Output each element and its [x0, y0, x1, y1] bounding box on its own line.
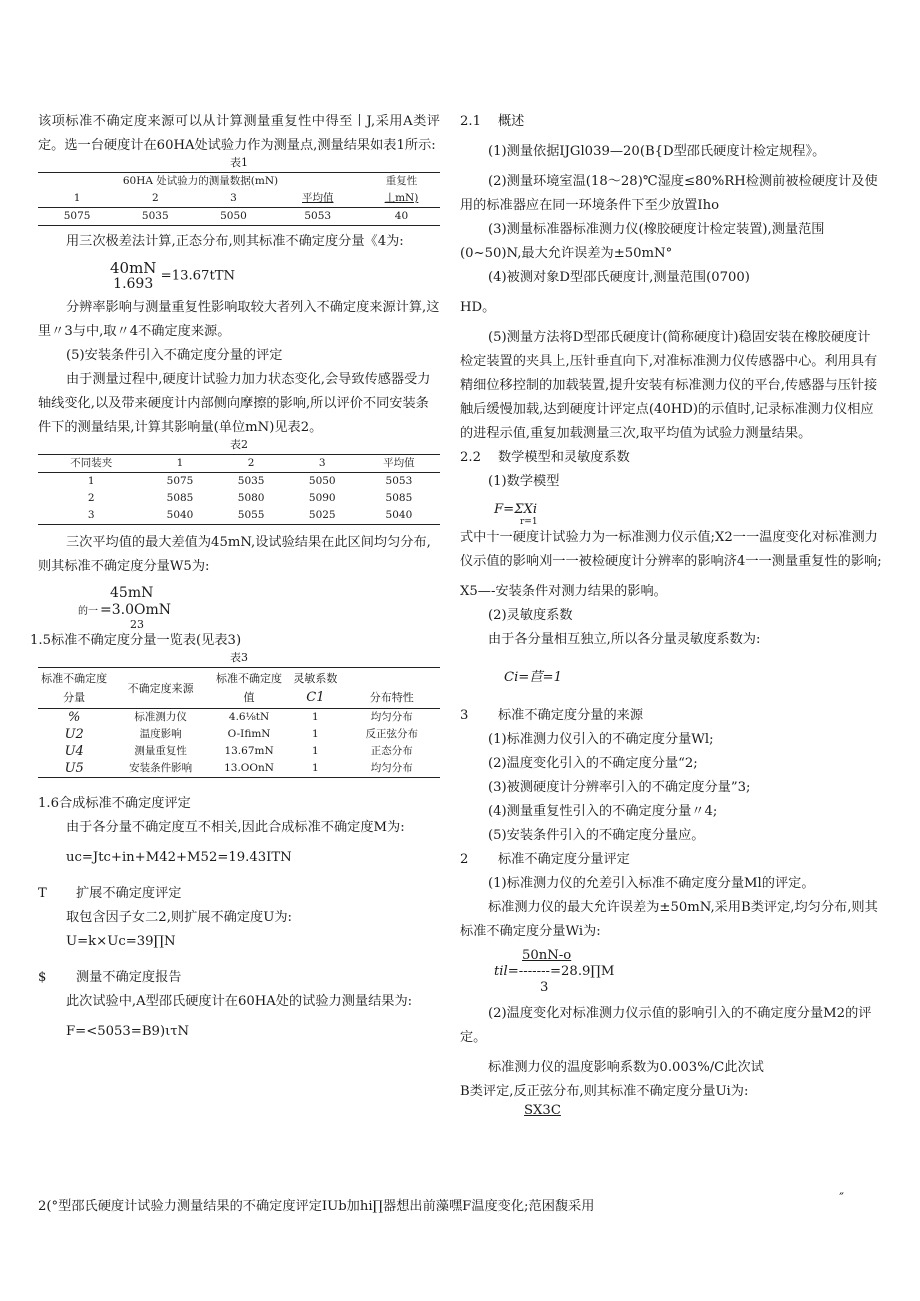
table3-cell: 13.67mN: [224, 745, 274, 757]
paragraph: (3)测量标准器标准测力仪(橡胶硬度计检定装置),测量范围(0~50)N,最大允许误差为±50mN°: [460, 222, 825, 261]
table3-header: 标准不确定度值: [211, 668, 287, 709]
paragraph: 取包含因子女二2,则扩展不确定度U为:: [66, 910, 292, 925]
paragraph: (4)被测对象D型邵氏硬度计,测量范围(0700): [488, 270, 750, 285]
formula-result: F=<5053=B9)ιτN: [66, 1024, 190, 1039]
table2-cell: 5075: [166, 475, 194, 487]
formula-U: U=k×Uc=39∏N: [66, 934, 176, 949]
section-title: 测量不确定度报告: [76, 970, 182, 985]
paragraph: 标准测力仪的最大允许误差为±50mN,采用B类评定,均匀分布,则其标准不确定度分量Wi为:: [460, 900, 878, 939]
table3-cell: %: [68, 710, 81, 725]
formula-u1: [460, 948, 882, 996]
table3-cell: 1: [312, 711, 319, 723]
table-row: [38, 208, 440, 226]
paragraph: 式中十一硬度计试验力为一标准测力仪示值;X2一一温度变化对标准测力仪示值的影响刈一一被检硬度计分辨率的影响济4一一测量重复性的影响;: [460, 530, 882, 569]
table3-cell: U4: [64, 744, 84, 759]
table2-cell: 5025: [308, 509, 336, 521]
paragraph: (1)测量依据IJGl039—20(B{D型邵氏硬度计检定规程》。: [488, 144, 826, 159]
table3-cell: 安装条件影响: [129, 762, 193, 774]
table2-header: 2: [216, 455, 287, 473]
section-title: 标准不确定度分量评定: [498, 852, 630, 867]
table3-cell: O-IfimN: [227, 728, 271, 740]
table2-cell: 5085: [385, 492, 413, 504]
table3-cell: 反正弦分布: [365, 728, 418, 740]
section-heading: [460, 848, 882, 872]
section-heading: [38, 882, 440, 906]
list-item: (2)温度变化引入的不确定度分量“2;: [488, 756, 698, 771]
section-heading: 1.6合成标准不确定度评定: [38, 796, 191, 811]
table3-cell: 1: [312, 728, 319, 740]
left-column: [30, 110, 440, 1044]
table1-cell: 5050: [220, 210, 247, 222]
paragraph: HD。: [460, 300, 496, 315]
table1-col: 2: [116, 190, 194, 208]
formula-numerator: 50nN-o: [522, 948, 572, 963]
table3-header-symbol: C1: [306, 690, 325, 705]
paragraph: (1)标准测力仪的允差引入标准不确定度分量Ml的评定。: [488, 876, 815, 891]
formula-sub: r=1: [520, 517, 538, 527]
table2-cell: 5035: [237, 475, 265, 487]
formula-result: -------=28.9∏M: [518, 964, 615, 979]
section-heading: [38, 966, 440, 990]
table2: [38, 454, 440, 525]
table-row: [38, 709, 440, 727]
footer-mark: ″: [839, 1191, 844, 1206]
section-number: 3: [460, 708, 469, 723]
table-row: [38, 473, 440, 491]
formula-main: F=ΣXi: [494, 502, 538, 517]
formula-result: =13.67tTN: [160, 268, 236, 284]
section-number: 2.1: [460, 114, 481, 129]
formula-u5: [38, 585, 440, 629]
paragraph: 由于各分量相互独立,所以各分量灵敏度系数为:: [488, 632, 761, 647]
paragraph: (1)数学模型: [488, 474, 560, 489]
footer-text: 2(°型邵氏硬度计试验力测量结果的不确定度评定IUb加hi∏器想出前藻嘿F温度变化;范困馥采用: [38, 1199, 595, 1214]
paragraph: (2)温度变化对标准测力仪示值的影响引入的不确定度分量M2的评定。: [460, 1006, 872, 1045]
paragraph: (5)测量方法将D型邵氏硬度计(简称硬度计)稳固安装在橡胶硬度计检定装置的夹具上,压针垂直向下,对准标准测力仪传感器中心。利用具有精细位移控制的加载装置,提升安装有标准测力仪的平台,传感器与压针接触后缓慢加载,达到硬度计评定点(40HD)的示值时,记录标准测力仪相应的进程示值,重复加载测量三次,取平均值为试验力测量结果。: [460, 330, 878, 441]
formula-denominator: 23: [130, 618, 144, 631]
table1-col: 1: [38, 190, 116, 208]
section-title: 概述: [498, 114, 525, 129]
section-heading: 1.5标准不确定度分量一览表(见表3): [30, 633, 242, 648]
table-row: [38, 507, 440, 525]
table2-cell: 5040: [166, 509, 194, 521]
table1-cell: 5053: [304, 210, 332, 222]
table3-cell: 1: [312, 762, 319, 774]
table1-repeat-header: 重复性: [385, 175, 418, 187]
table2-cell: 5090: [308, 492, 336, 504]
formula-u4: [38, 260, 440, 292]
section-number: 2.2: [460, 450, 481, 465]
paragraph: 三次平均值的最大差值为45mN,设试验结果在此区间均匀分布,则其标准不确定度分量W5为:: [38, 535, 431, 574]
paragraph: X5—-安装条件对测力结果的影响。: [460, 584, 667, 599]
table2-cell: 2: [87, 492, 95, 504]
section-title: 扩展不确定度评定: [76, 886, 182, 901]
formula-fraction: SX3C: [524, 1103, 561, 1118]
footer-line: [38, 1191, 884, 1219]
paragraph: 分辨率影响与测量重复性影响取较大者列入不确定度来源计算,这里〃3与中,取〃4不确定度来源。: [38, 300, 440, 339]
section-number: $: [38, 970, 47, 985]
paragraph: (2)测量环境室温(18～28)℃湿度≤80%RH检测前被检硬度计及使用的标准器应在同一环境条件下至少放置Iho: [460, 174, 878, 213]
paragraph: (2)灵敏度系数: [488, 608, 573, 623]
paragraph: 标准测力仪的温度影响系数为0.003%/C此次试: [488, 1060, 764, 1075]
table2-cell: 5053: [385, 475, 413, 487]
table3-cell: U2: [64, 727, 84, 742]
table3-cell: 均匀分布: [370, 711, 413, 723]
list-item: (3)被测硬度计分辨率引入的不确定度分量”3;: [488, 780, 751, 795]
table3-header: 灵敏系数: [293, 672, 338, 685]
table3-header: 不确定度来源: [110, 668, 211, 709]
table2-header: 3: [287, 455, 358, 473]
table2-cell: 5050: [308, 475, 336, 487]
formula-numerator: 40mN: [110, 259, 157, 277]
section-heading: [460, 446, 882, 470]
table2-header: 不同装夹: [38, 455, 144, 473]
table3-cell: U5: [64, 761, 84, 776]
table2-caption: 表2: [230, 438, 248, 451]
table2-cell: 5080: [237, 492, 265, 504]
paragraph: 由于各分量不确定度互不相关,因此合成标准不确定度M为:: [66, 820, 405, 835]
formula-numerator: 45mN: [110, 585, 154, 601]
table3-cell: 测量重复性: [134, 745, 187, 757]
table2-cell: 1: [87, 475, 95, 487]
table2-header: 平均值: [358, 455, 440, 473]
formula-result: =3.0OmN: [100, 602, 171, 618]
table1-col: 丄mN): [363, 190, 440, 208]
section-number: T: [38, 886, 47, 901]
table2-header: 1: [144, 455, 215, 473]
formula-left: 的一: [78, 606, 98, 617]
paragraph: (5)安装条件引入不确定度分量的评定: [66, 348, 283, 363]
right-column: [460, 110, 882, 1118]
table1-group-header: 60HA 处试验力的测量数据(mN): [122, 175, 279, 187]
list-item: (1)标准测力仪引入的不确定度分量Wl;: [488, 732, 714, 747]
list-item: (4)测量重复性引入的不确定度分量〃4;: [488, 804, 718, 819]
formula-uc: uc=Jtc+in+M42+M52=19.43ITN: [66, 850, 292, 865]
table1-cell: 5075: [63, 210, 91, 222]
table3-cell: 1: [312, 745, 319, 757]
table1-cell: 5035: [141, 210, 169, 222]
table1-cell: 40: [394, 210, 409, 222]
section-heading: [460, 110, 882, 134]
formula-model: [460, 502, 882, 526]
formula-ci: Ci=苣=1: [504, 670, 562, 685]
table3-cell: 温度影响: [139, 728, 182, 740]
paragraph: B类评定,反正弦分布,则其标准不确定度分量Ui为:: [460, 1084, 749, 1099]
table3-cell: 13.OOnN: [224, 762, 274, 774]
list-item: (5)安装条件引入的不确定度分量应。: [488, 828, 705, 843]
table-row: [38, 743, 440, 760]
table2-cell: 5085: [166, 492, 194, 504]
table1-col: 平均值: [273, 190, 363, 208]
table3-cell: 标准测力仪: [134, 711, 187, 723]
table3-header: 标准不确定度分量: [38, 668, 110, 709]
table2-cell: 5055: [237, 509, 265, 521]
section-title: 数学模型和灵敏度系数: [498, 450, 630, 465]
table3-cell: 均匀分布: [370, 762, 413, 774]
table3-caption: 表3: [230, 651, 248, 664]
paragraph: 用三次极差法计算,正态分布,则其标准不确定度分量《4为:: [66, 234, 404, 249]
table3-cell: 4.6⅛tN: [228, 711, 270, 723]
paragraph: 该项标准不确定度来源可以从计算测量重复性中得至丨J,采用A类评定。选一台硬度计在60HA处试验力作为测量点,测量结果如表1所示:: [38, 114, 440, 153]
section-title: 标准不确定度分量的来源: [498, 708, 644, 723]
paragraph: 此次试验中,A型邵氏硬度计在60HA处的试验力测量结果为:: [66, 994, 413, 1009]
table3: [38, 667, 440, 778]
table-row: [38, 490, 440, 507]
table2-cell: 3: [87, 509, 95, 521]
section-heading: [460, 704, 882, 728]
section-number: 2: [460, 852, 469, 867]
table3-header: 分布特性: [344, 668, 441, 709]
table2-cell: 5040: [385, 509, 413, 521]
table1-col: 3: [194, 190, 272, 208]
table1-caption: 表1: [230, 156, 248, 169]
formula-denominator: 1.693: [113, 276, 154, 292]
paragraph: 由于测量过程中,硬度计试验力加力状态变化,会导致传感器受力轴线变化,以及带来硬度计内部侧向摩擦的影响,所以评价不同安装条件下的测量结果,计算其影响量(单位mN)见表2。: [38, 372, 431, 435]
table-row: [38, 726, 440, 743]
table1: [38, 172, 440, 226]
table3-cell: 正态分布: [370, 745, 413, 757]
formula-denominator: 3: [540, 980, 549, 995]
formula-left: til=: [494, 964, 519, 979]
table-row: [38, 760, 440, 778]
